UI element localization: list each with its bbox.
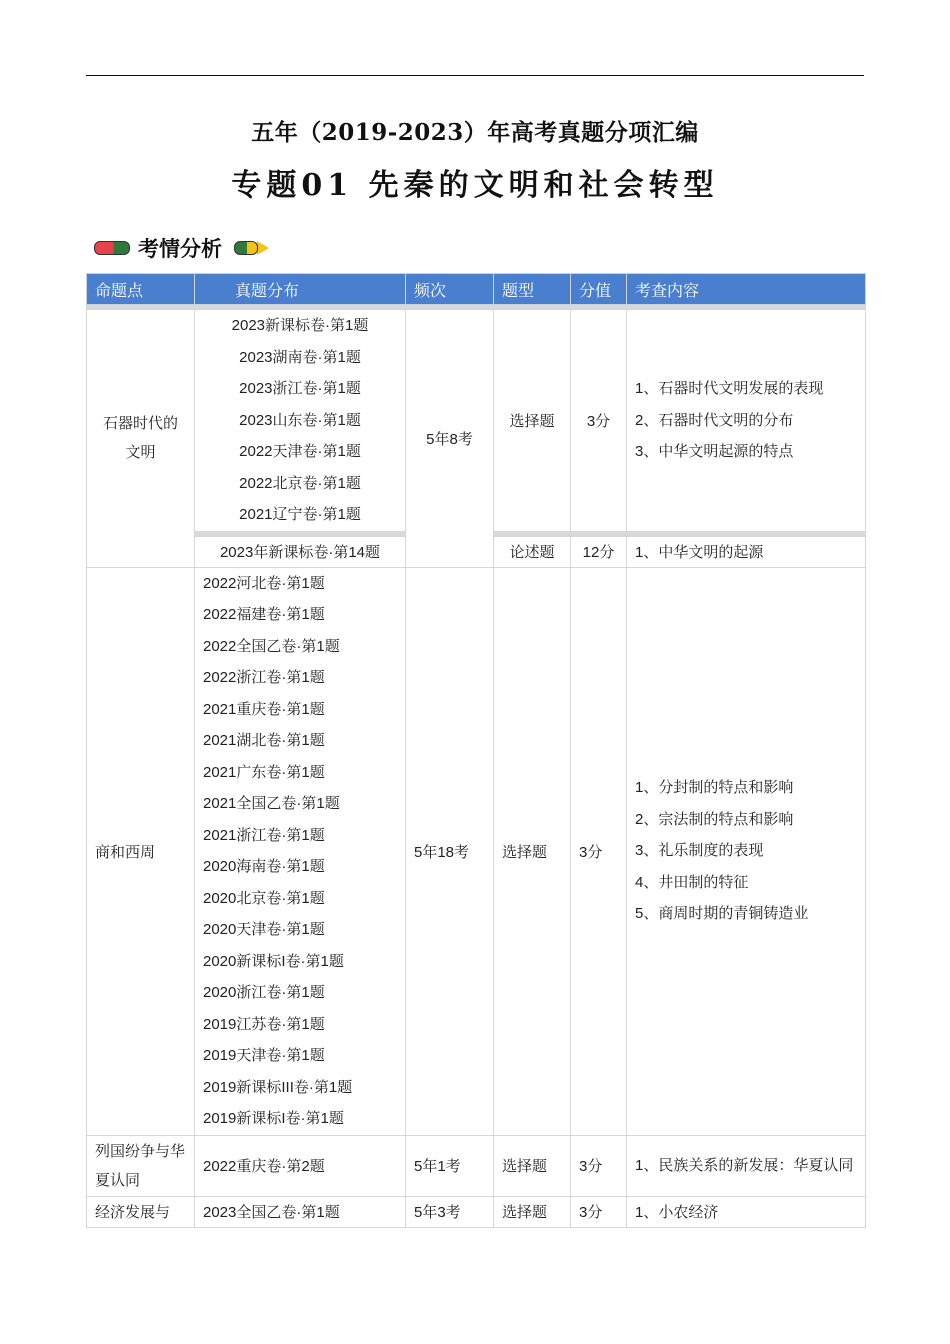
topic-cell: 经济发展与 xyxy=(87,1196,195,1227)
list-item: 2022河北卷·第1题 xyxy=(203,574,325,592)
list-item: 2022天津卷·第1题 xyxy=(239,443,361,460)
section-label: 考情分析 xyxy=(138,237,222,261)
frequency-cell: 5年8考 xyxy=(406,310,494,568)
exam-analysis-table xyxy=(86,273,866,1228)
header-frequency: 频次 xyxy=(406,274,494,305)
score-cell: 3分 xyxy=(571,310,627,532)
list-item: 2022福建卷·第1题 xyxy=(203,606,325,623)
score-cell: 3分 xyxy=(571,567,627,1135)
type-cell: 选择题 xyxy=(494,1196,571,1227)
list-item: 2021广东卷·第1题 xyxy=(203,763,325,781)
list-item: 2019新课标III卷·第1题 xyxy=(203,1078,353,1096)
sources-cell xyxy=(195,310,406,532)
frequency-cell: 5年18考 xyxy=(406,567,494,1135)
list-item: 2021重庆卷·第1题 xyxy=(203,700,325,718)
sources-cell xyxy=(195,567,406,1135)
topic-cell: 列国纷争与华夏认同 xyxy=(87,1135,195,1196)
list-item: 2、宗法制的特点和影响 xyxy=(635,810,794,828)
section-heading xyxy=(94,233,269,263)
pill-decoration-icon xyxy=(94,241,130,255)
header-type: 题型 xyxy=(494,274,571,305)
content-cell xyxy=(627,567,866,1135)
list-item: 1、分封制的特点和影响 xyxy=(635,779,794,797)
list-item: 2022全国乙卷·第1题 xyxy=(203,637,340,655)
list-item: 2020天津卷·第1题 xyxy=(203,921,325,938)
topic-text: 石器时代的文明 xyxy=(102,415,178,462)
type-cell: 选择题 xyxy=(494,567,571,1135)
header-score: 分值 xyxy=(571,274,627,305)
list-item: 2020海南卷·第1题 xyxy=(203,858,325,875)
document-title: 五年（2019-2023）年高考真题分项汇编 xyxy=(251,119,699,146)
content-cell: 1、小农经济 xyxy=(627,1196,866,1227)
table-row xyxy=(87,310,866,532)
list-item: 2021浙江卷·第1题 xyxy=(203,826,325,844)
list-item: 2020浙江卷·第1题 xyxy=(203,984,325,1001)
type-cell: 选择题 xyxy=(494,1135,571,1196)
table-row xyxy=(87,1135,866,1196)
frequency-cell: 5年3考 xyxy=(406,1196,494,1227)
topic-cell xyxy=(87,310,195,568)
list-item: 2022北京卷·第1题 xyxy=(239,474,361,492)
pencil-decoration-icon xyxy=(234,241,258,255)
document-subtitle: 专题01 先秦的文明和社会转型 xyxy=(231,168,719,203)
list-item: 4、井田制的特征 xyxy=(635,873,749,891)
header-content: 考查内容 xyxy=(627,274,866,305)
header-sources: 真题分布 xyxy=(195,274,406,305)
sources-cell: 2023年新课标卷·第14题 xyxy=(195,536,406,567)
score-cell: 3分 xyxy=(571,1196,627,1227)
top-rule xyxy=(86,75,864,76)
list-item: 2021湖北卷·第1题 xyxy=(203,732,325,749)
list-item: 2019新课标I卷·第1题 xyxy=(203,1110,344,1127)
pencil-tip-icon xyxy=(257,241,269,255)
score-cell: 12分 xyxy=(571,536,627,567)
content-cell xyxy=(627,310,866,532)
topic-cell: 商和西周 xyxy=(87,567,195,1135)
list-item: 2023山东卷·第1题 xyxy=(239,411,361,429)
list-item: 1、石器时代文明发展的表现 xyxy=(635,380,824,397)
frequency-cell: 5年1考 xyxy=(406,1135,494,1196)
content-cell: 1、中华文明的起源 xyxy=(627,536,866,567)
list-item: 5、商周时期的青铜铸造业 xyxy=(635,905,809,923)
list-item: 2023浙江卷·第1题 xyxy=(239,380,361,397)
list-item: 2、石器时代文明的分布 xyxy=(635,411,794,429)
list-item: 2019江苏卷·第1题 xyxy=(203,1015,325,1033)
list-item: 2019天津卷·第1题 xyxy=(203,1047,325,1064)
content-cell: 1、民族关系的新发展：华夏认同 xyxy=(627,1135,866,1196)
header-topic: 命题点 xyxy=(87,274,195,305)
list-item: 2023新课标卷·第1题 xyxy=(231,317,369,334)
type-cell: 论述题 xyxy=(494,536,571,567)
table-row xyxy=(87,1196,866,1227)
list-item: 2021全国乙卷·第1题 xyxy=(203,795,340,812)
list-item: 3、礼乐制度的表现 xyxy=(635,842,764,860)
sources-cell: 2022重庆卷·第2题 xyxy=(195,1135,406,1196)
table-row xyxy=(87,567,866,1135)
list-item: 2020新课标I卷·第1题 xyxy=(203,952,344,970)
list-item: 3、中华文明起源的特点 xyxy=(635,443,794,460)
list-item: 2020北京卷·第1题 xyxy=(203,889,325,907)
score-cell: 3分 xyxy=(571,1135,627,1196)
table-header-row xyxy=(87,274,866,305)
list-item: 2021辽宁卷·第1题 xyxy=(239,506,361,523)
sources-cell: 2023全国乙卷·第1题 xyxy=(195,1196,406,1227)
list-item: 2023湖南卷·第1题 xyxy=(239,348,361,366)
list-item: 2022浙江卷·第1题 xyxy=(203,669,325,686)
type-cell: 选择题 xyxy=(494,310,571,532)
